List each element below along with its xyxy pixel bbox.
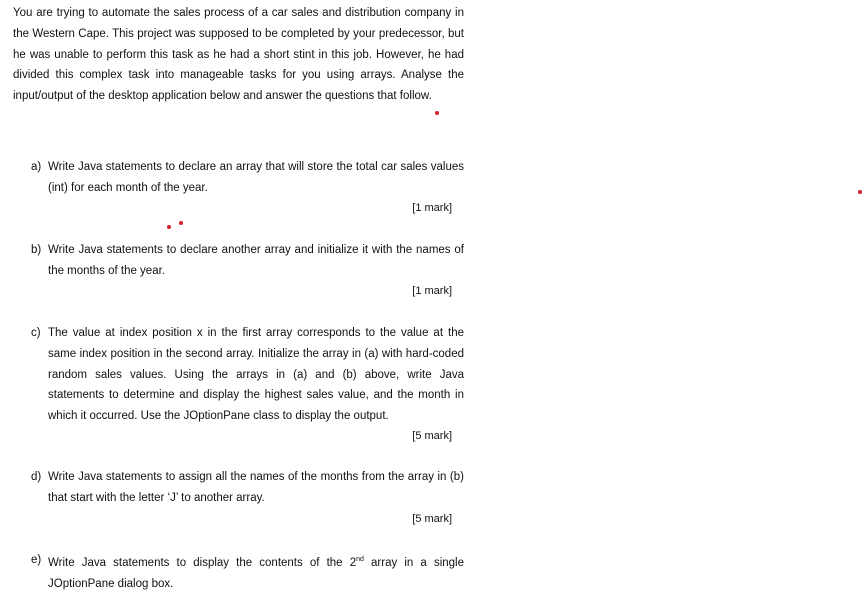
question-text: Write Java statements to declare another array and initialize it with the names of the months of the year. [48,244,464,277]
question-letter: e) [31,554,42,566]
question-d [31,467,464,509]
question-letter: b) [31,244,42,256]
question-c [31,323,464,427]
mark-b: [1 mark] [412,285,452,297]
question-text-end: array in a single JOptionPane dialog box. [48,556,464,590]
mark-d: [5 mark] [412,513,452,525]
question-letter: a) [31,161,42,173]
red-dot [179,221,183,225]
intro-paragraph: You are trying to automate the sales process of a car sales and distribution company in the Western Cape. This project was supposed to be completed by your predecessor, but he was unable to perform this task as he had a short stint in this job. However, he had divided this complex task into manageable tasks for you using arrays. Analyse the input/output of the desktop application below and answer the questions that follow. [13,7,464,103]
question-text: Write Java statements to assign all the names of the months from the array in (b) that start with the letter ‘J’ to another array. [48,471,464,504]
question-a [31,157,464,199]
red-dot [167,225,171,229]
question-text: Write Java statements to declare an array that will store the total car sales values (int) for each month of the year. [48,161,464,194]
question-text [48,550,464,594]
mark-a: [1 mark] [412,202,452,214]
question-letter: d) [31,471,42,483]
red-dot [858,190,862,194]
red-dot [435,111,439,115]
question-text: The value at index position x in the first array corresponds to the value at the same index position in the second array. Initialize the array in (a) with hard-coded random sales values. Using the arrays in (a) and (b) above, write Java statements to determine and display the highest sales value, and the month in which it occurred. Use the JOptionPane class to display the output. [48,327,464,423]
question-letter: c) [31,327,41,339]
question-text-start: Write Java statements to display the contents of the 2 [48,556,357,569]
ordinal-suffix: nd [356,556,364,563]
mark-c: [5 mark] [412,430,452,442]
question-b [31,240,464,282]
question-e [31,550,464,594]
